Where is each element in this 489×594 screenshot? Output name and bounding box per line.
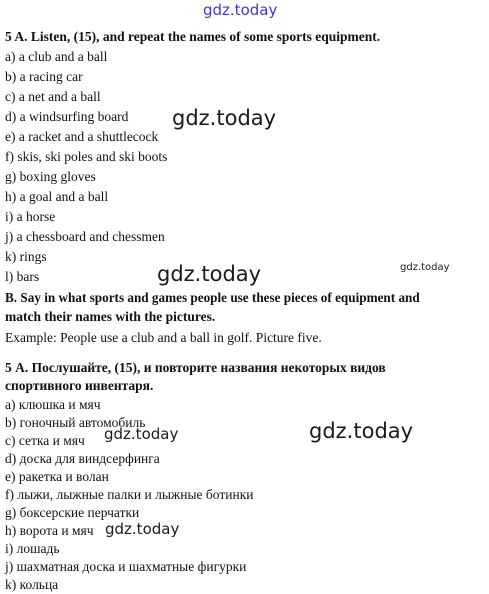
watermark-1: gdz.today: [172, 106, 277, 130]
list-item: d) доска для виндсерфинга: [5, 451, 160, 466]
list-item: k) rings: [5, 249, 47, 264]
watermark-3: gdz.today: [400, 262, 450, 273]
list-item: a) a club and a ball: [5, 49, 108, 64]
watermark-4: gdz.today: [309, 419, 414, 443]
list-item: i) лошадь: [5, 541, 60, 556]
list-item: j) a chessboard and chessmen: [5, 229, 165, 244]
list-item: j) шахматная доска и шахматные фигурки: [5, 559, 247, 574]
list-item: g) боксерские перчатки: [5, 505, 140, 520]
list-item: f) skis, ski poles and ski boots: [5, 149, 168, 164]
watermark-6: gdz.today: [105, 520, 180, 538]
list-item: d) a windsurfing board: [5, 109, 129, 124]
list-item: h) a goal and a ball: [5, 189, 109, 204]
list-item: e) ракетка и волан: [5, 469, 109, 484]
exercise-heading-b-line1: B. Say in what sports and games people use these pieces of equipment and: [5, 290, 420, 305]
exercise-heading-ru-line2: спортивного инвентаря.: [5, 378, 154, 393]
list-item: l) bars: [5, 269, 40, 284]
list-item: а) клюшка и мяч: [5, 397, 101, 412]
exercise-heading-b-line2: match their names with the pictures.: [5, 309, 216, 324]
watermark-5: gdz.today: [104, 425, 179, 443]
list-item: c) a net and a ball: [5, 89, 101, 104]
list-item: c) сетка и мяч: [5, 433, 85, 448]
list-item: k) кольца: [5, 577, 59, 592]
watermark-top: gdz.today: [203, 1, 278, 19]
list-item: b) a racing car: [5, 69, 83, 84]
example-text: Example: People use a club and a ball in golf. Picture five.: [5, 330, 322, 345]
list-item: f) лыжи, лыжные палки и лыжные ботинки: [5, 487, 254, 502]
list-item: h) ворота и мяч: [5, 523, 94, 538]
list-item: i) a horse: [5, 209, 56, 224]
exercise-heading-a: 5 A. Listen, (15), and repeat the names of some sports equipment.: [5, 29, 381, 44]
watermark-2: gdz.today: [157, 262, 262, 286]
exercise-heading-ru-line1: 5 А. Послушайте, (15), и повторите названия некоторых видов: [5, 360, 386, 375]
list-item: b) гоночный автомобиль: [5, 415, 146, 430]
list-item: e) a racket and a shuttlecock: [5, 129, 159, 144]
list-item: g) boxing gloves: [5, 169, 96, 184]
